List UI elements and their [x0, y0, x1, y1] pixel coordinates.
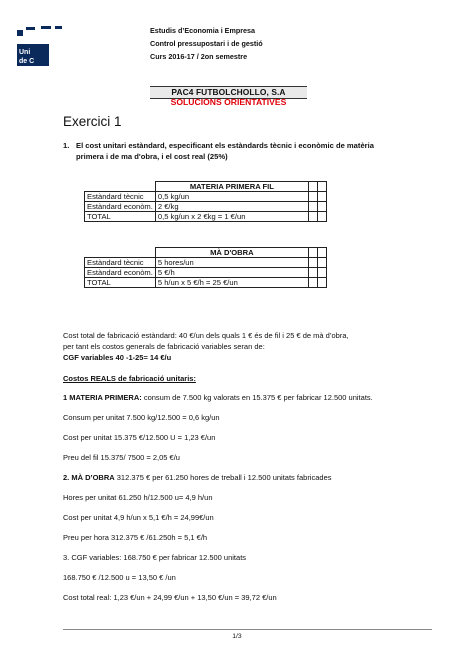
- question-line-2: primera i de ma d'obra, i el cost real (25%): [76, 152, 228, 161]
- cost-unitat-line: Cost per unitat 15.375 €/12.500 U = 1,23 €/un: [63, 433, 216, 442]
- header-term: Curs 2016-17 / 2on semestre: [150, 52, 248, 61]
- exercise-heading: Exercici 1: [63, 114, 122, 129]
- cost-standard-line-1: Cost total de fabricació estàndard: 40 €/un dels quals 1 € és de fil i 25 € de mà d’obra,: [63, 331, 349, 340]
- cgf-variables: CGF variables 40 -1-25= 14 €/u: [63, 353, 172, 362]
- mp-line: 1 MATERIA PRIMERA: consum de 7.500 kg valorats en 15.375 € per fabricar 12.500 unitats.: [63, 393, 373, 402]
- table-row: Estàndard econòm. 5 €/h: [85, 268, 327, 278]
- consum-line: Consum per unitat 7.500 kg/12.500 = 0,6 kg/un: [63, 413, 220, 422]
- cost-standard-line-2: per tant els costos generals de fabricació variables seran de:: [63, 342, 265, 351]
- table-row: TOTAL 0,5 kg/un x 2 €kg = 1 €/un: [85, 212, 327, 222]
- cgf-unit-line: 168.750 € /12.500 u = 13,50 € /un: [63, 573, 176, 582]
- page-number: 1/3: [232, 633, 242, 640]
- logo-text: Uni: [19, 49, 31, 56]
- header-course: Control pressupostari i de gestió: [150, 39, 263, 48]
- cgf-real-line: 3. CGF variables: 168.750 € per fabricar 12.500 unitats: [63, 553, 247, 562]
- preu-hora-line: Preu per hora 312.375 € /61.250h = 5,1 €/h: [63, 533, 208, 542]
- university-logo: [17, 18, 65, 66]
- table-header: MATERIA PRIMERA FIL: [155, 182, 308, 192]
- table-materia-primera: [84, 181, 327, 222]
- cost-unitat-mo-line: Cost per unitat 4,9 h/un x 5,1 €/h = 24,99€/un: [63, 513, 214, 522]
- table-row: TOTAL 5 h/un x 5 €/h = 25 €/un: [85, 278, 327, 288]
- question-number: 1.: [63, 141, 70, 150]
- preu-fil-line: Preu del fil 15.375/ 7500 = 2,05 €/u: [63, 453, 180, 462]
- doc-title: PAC4 FUTBOLCHOLLO, S.A: [150, 86, 307, 99]
- table-row: Estàndard econòm. 2 €/kg: [85, 202, 327, 212]
- mo-line: 2. MÀ D’OBRA 312.375 € per 61.250 hores de treball i 12.500 unitats fabricades: [63, 473, 332, 482]
- question-line-1: 1. El cost unitari estàndard, especificant els estàndards tècnic i econòmic de matèria: [63, 141, 374, 150]
- total-real-line: Cost total real: 1,23 €/un + 24,99 €/un + 13,50 €/un = 39,72 €/un: [63, 593, 277, 602]
- table-row: Estàndard tècnic 5 hores/un: [85, 258, 327, 268]
- svg-text:de C: de C: [19, 58, 35, 65]
- hores-line: Hores per unitat 61.250 h/12.500 u= 4,9 h/un: [63, 493, 213, 502]
- table-header: MÀ D'OBRA: [155, 248, 308, 258]
- header-school: Estudis d’Economia i Empresa: [150, 26, 256, 35]
- table-ma-obra: [84, 247, 327, 288]
- table-row: Estàndard tècnic 0,5 kg/un: [85, 192, 327, 202]
- footer-divider: [63, 629, 432, 630]
- real-costs-heading: Costos REALS de fabricació unitaris:: [63, 374, 196, 383]
- doc-subtitle: SOLUCIONS ORIENTATIVES: [170, 97, 287, 107]
